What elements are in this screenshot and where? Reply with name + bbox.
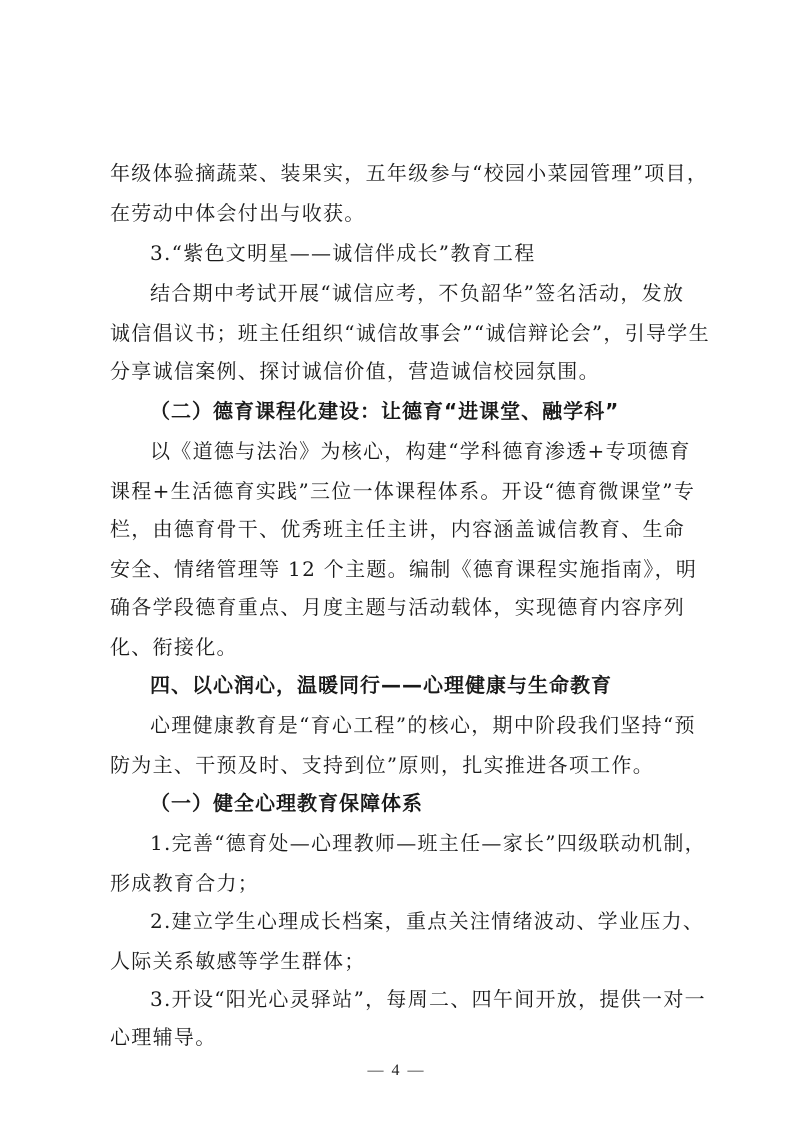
body-text-line: 年级体验摘蔬菜、装果实，五年级参与“校园小菜园管理”项目， <box>110 161 709 185</box>
body-text-line: 确各学段德育重点、月度主题与活动载体，实现德育内容序列 <box>110 595 686 619</box>
list-item-heading: 3.“紫色文明星——诚信伴成长”教育工程 <box>150 241 536 265</box>
subsection-heading: （二）德育课程化建设：让德育“进课堂、融学科” <box>150 399 620 423</box>
body-text-line: 分享诚信案例、探讨诚信价值，营造诚信校园氛围。 <box>110 359 600 383</box>
list-item: 3.开设“阳光心灵驿站”，每周二、四午间开放，提供一对一 <box>150 987 706 1011</box>
list-item-continuation: 心理辅导。 <box>110 1025 217 1049</box>
section-heading: 四、以心润心，温暖同行——心理健康与生命教育 <box>150 673 612 697</box>
body-text-line: 栏，由德育骨干、优秀班主任主讲，内容涵盖诚信教育、生命 <box>110 517 686 541</box>
body-text-line: 诚信倡议书；班主任组织“诚信故事会”“诚信辩论会”，引导学生 <box>110 321 710 345</box>
body-text-line: 安全、情绪管理等 12 个主题。编制《德育课程实施指南》，明 <box>110 557 698 581</box>
body-text-line: 在劳动中体会付出与收获。 <box>110 201 366 225</box>
subsection-heading: （一）健全心理教育保障体系 <box>150 791 423 815</box>
body-text-line: 以《道德与法治》为核心，构建“学科德育渗透+专项德育 <box>150 439 691 463</box>
list-item: 2.建立学生心理成长档案，重点关注情绪波动、学业压力、 <box>150 909 705 933</box>
list-item-continuation: 形成教育合力； <box>110 871 260 895</box>
body-text-line: 心理健康教育是“育心工程”的核心，期中阶段我们坚持“预 <box>150 713 696 737</box>
body-text-line: 化、衔接化。 <box>110 635 238 659</box>
list-item: 1.完善“德育处—心理教师—班主任—家长”四级联动机制， <box>150 831 706 855</box>
body-text-line: 课程+生活德育实践”三位一体课程体系。开设“德育微课堂”专 <box>110 479 696 503</box>
body-text-line: 防为主、干预及时、支持到位”原则，扎实推进各项工作。 <box>110 753 655 777</box>
body-text-line: 结合期中考试开展“诚信应考，不负韶华”签名活动，发放 <box>150 281 685 305</box>
list-item-continuation: 人际关系敏感等学生群体； <box>110 949 366 973</box>
page-number: — 4 — <box>367 1062 426 1079</box>
